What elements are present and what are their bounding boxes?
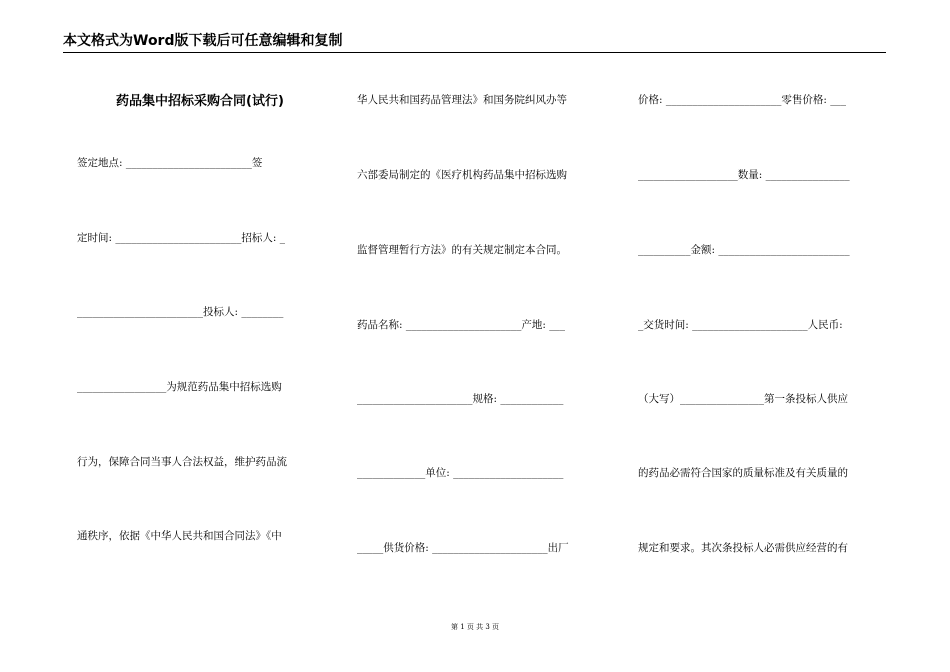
text-line: _____供货价格: ______________________出厂 [357,542,569,554]
text-line: ___________________数量: ________________ [638,169,850,181]
text-line: __________金额: _________________________ [638,244,850,256]
text-line: （大写）________________第一条投标人供应 [638,393,848,405]
text-line: 行为，保障合同当事人合法权益，维护药品流 [77,456,287,468]
text-line: 药品名称: ______________________产地: ___ [357,319,566,331]
text-line: 通秩序，依据《中华人民共和国合同法》《中 [77,530,282,542]
text-line: 规定和要求。其次条投标人必需供应经营的有 [638,542,848,554]
page-header: 本文格式为Word版下载后可任意编辑和复制 [63,32,886,53]
text-line: ________________________投标人: ________ [77,306,284,318]
text-line: 定时间: ________________________招标人: _ [77,232,286,244]
text-line: 签定地点: ________________________签 [77,157,263,169]
text-line: 六部委局制定的《医疗机构药品集中招标选购 [357,169,567,181]
text-line: _交货时间: ______________________人民币: [638,319,843,331]
text-line: _________________为规范药品集中招标选购 [77,381,282,393]
page-number: 第 1 页 共 3 页 [450,623,500,631]
text-line: 价格: ______________________零售价格: ___ [638,94,847,106]
text-line: ______________________规格: ____________ [357,393,564,405]
text-line: 监督管理暂行方法》的有关规定制定本合同。 [357,244,567,256]
text-line: 的药品必需符合国家的质量标准及有关质量的 [638,467,848,479]
text-line: 华人民共和国药品管理法》和国务院纠风办等 [357,94,567,106]
document-title: 药品集中招标采购合同(试行) [116,94,284,109]
text-line: _____________单位: _____________________ [357,467,564,479]
